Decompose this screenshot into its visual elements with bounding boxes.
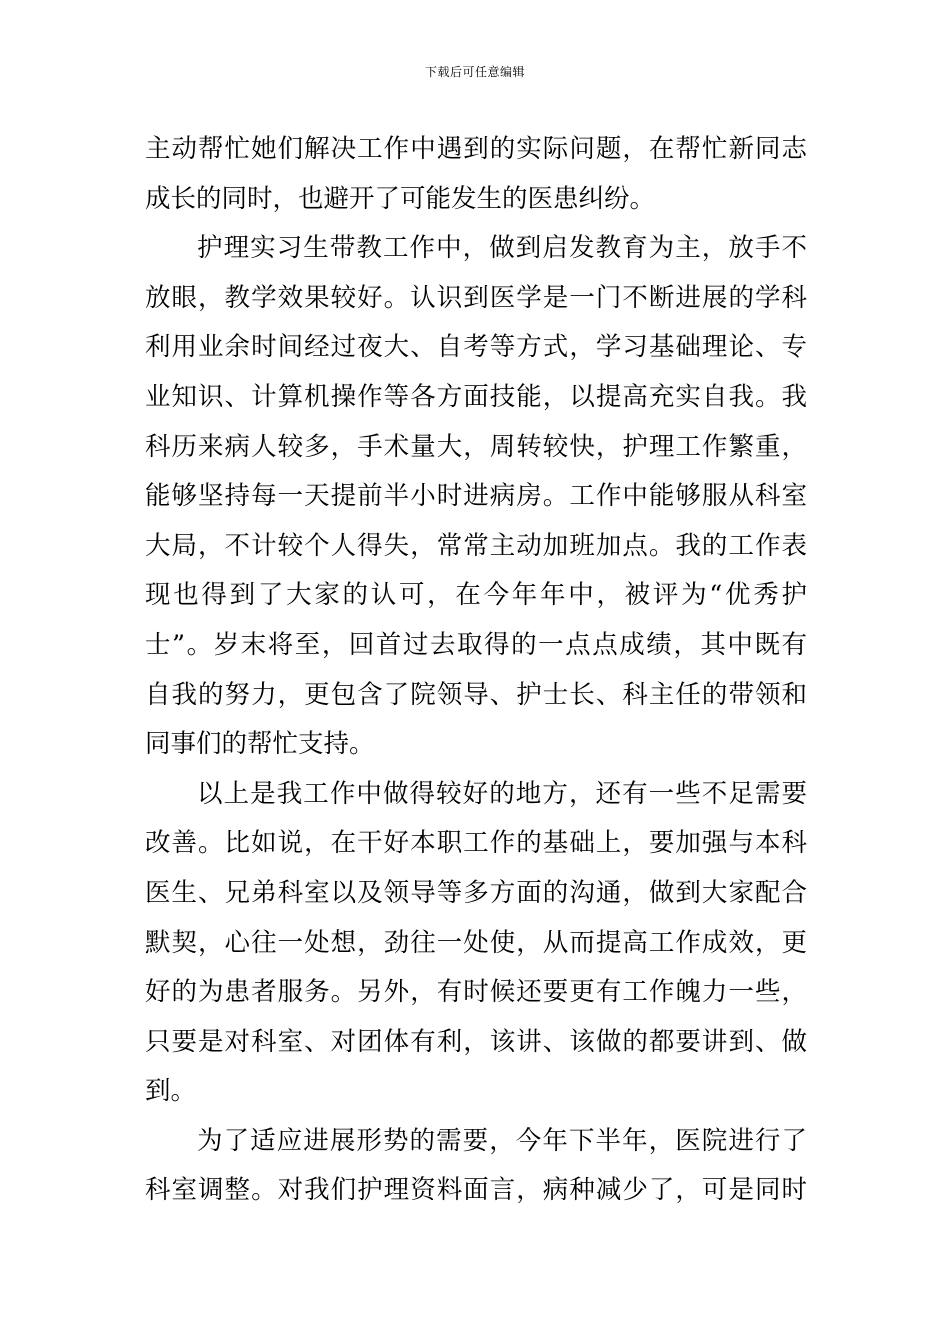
text-line: 为了适应进展形势的需要，今年下半年，医院进行了	[197, 1125, 807, 1156]
text-line: 好的为患者服务。另外，有时候还要更有工作魄力一些，	[145, 977, 807, 1008]
text-line: 放眼，教学效果较好。认识到医学是一门不断进展的学科	[145, 282, 807, 313]
text-line: 主动帮忙她们解决工作中遇到的实际问题，在帮忙新同志	[145, 134, 807, 164]
text-line: 自我的努力，更包含了院领导、护士长、科主任的带领和	[145, 679, 807, 710]
text-line: 以上是我工作中做得较好的地方，还有一些不足需要	[197, 778, 807, 809]
text-line: 科历来病人较多，手术量大，周转较快，护理工作繁重，	[145, 431, 807, 462]
text-line: 士”。岁末将至，回首过去取得的一点点成绩，其中既有	[145, 629, 807, 660]
text-line: 利用业余时间经过夜大、自考等方式，学习基础理论、专	[145, 332, 807, 363]
text-line: 到。	[145, 1076, 197, 1107]
text-line: 同事们的帮忙支持。	[145, 729, 375, 760]
text-line: 业知识、计算机操作等各方面技能，以提高充实自我。我	[145, 381, 807, 412]
text-line: 大局，不计较个人得失，常常主动加班加点。我的工作表	[145, 530, 807, 561]
text-line: 现也得到了大家的认可，在今年年中，被评为“优秀护	[145, 580, 807, 611]
text-line: 护理实习生带教工作中，做到启发教育为主，放手不	[197, 233, 807, 264]
text-line: 科室调整。对我们护理资料面言，病种减少了，可是同时	[145, 1175, 807, 1206]
text-line: 改善。比如说，在干好本职工作的基础上，要加强与本科	[145, 828, 807, 859]
text-line: 能够坚持每一天提前半小时进病房。工作中能够服从科室	[145, 481, 807, 512]
text-line: 成长的同时，也避开了可能发生的医患纠纷。	[145, 183, 656, 214]
text-line: 医生、兄弟科室以及领导等多方面的沟通，做到大家配合	[145, 877, 807, 908]
page-header: 下载后可任意编辑	[424, 65, 525, 79]
document-body	[145, 125, 807, 1216]
text-line: 只要是对科室、对团体有利，该讲、该做的都要讲到、做	[145, 1026, 807, 1057]
text-line: 默契，心往一处想，劲往一处使，从而提高工作成效，更	[145, 927, 807, 958]
